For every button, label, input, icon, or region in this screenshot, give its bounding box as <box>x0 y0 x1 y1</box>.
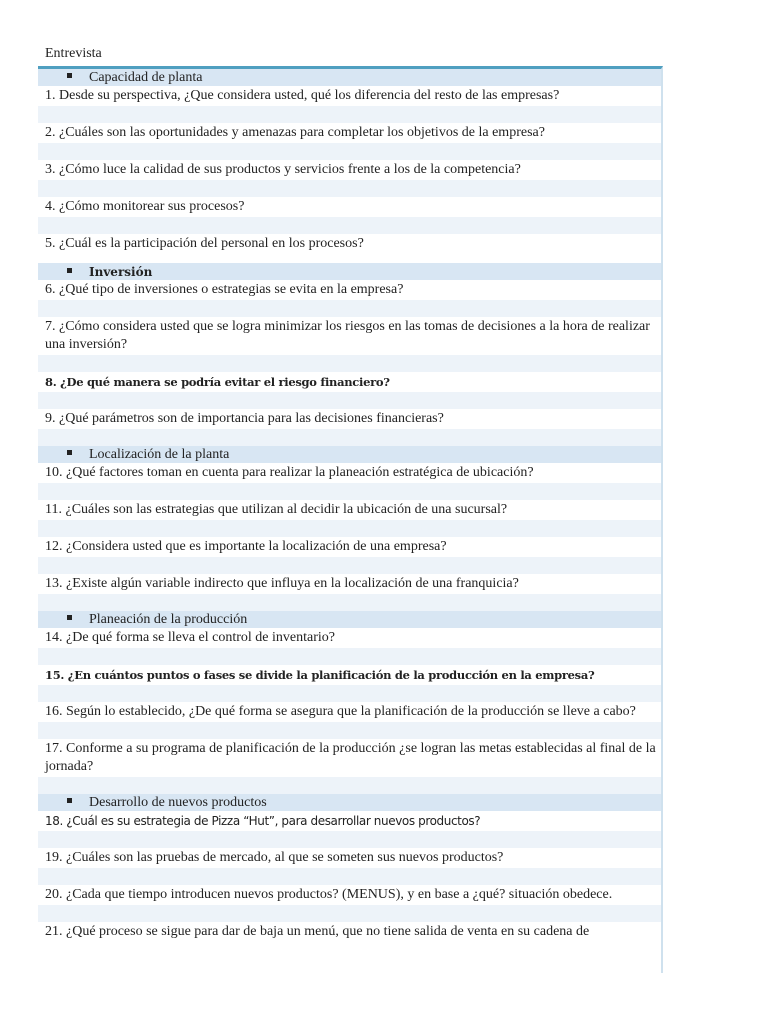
answer-space <box>38 254 661 263</box>
bullet-icon <box>67 615 72 620</box>
question-15: 15. ¿En cuántos puntos o fases se divide la planificación de la producción en la empresa? <box>38 665 661 685</box>
answer-space <box>38 392 661 409</box>
answer-space <box>38 143 661 160</box>
answer-space <box>38 217 661 234</box>
bullet-icon <box>67 450 72 455</box>
question-3: 3. ¿Cómo luce la calidad de sus productos y servicios frente a los de la competencia? <box>38 160 661 180</box>
section-heading-inversion <box>38 263 661 280</box>
answer-space <box>38 868 661 885</box>
question-20: 20. ¿Cada que tiempo introducen nuevos productos? (MENUS), y en base a ¿qué? situación obedece. <box>38 885 661 905</box>
question-11: 11. ¿Cuáles son las estrategias que utilizan al decidir la ubicación de una sucursal? <box>38 500 661 520</box>
answer-space <box>38 648 661 665</box>
question-17: 17. Conforme a su programa de planificación de la producción ¿se logran las metas establecidas al final de la jornada? <box>38 739 661 777</box>
answer-space <box>38 722 661 739</box>
question-21: 21. ¿Qué proceso se sigue para dar de baja un menú, que no tiene salida de venta en su cadena de <box>38 922 661 942</box>
question-10: 10. ¿Qué factores toman en cuenta para realizar la planeación estratégica de ubicación? <box>38 463 661 483</box>
answer-space <box>38 180 661 197</box>
answer-space <box>38 777 661 794</box>
section-label: Capacidad de planta <box>89 70 203 85</box>
question-12: 12. ¿Considera usted que es importante la localización de una empresa? <box>38 537 661 557</box>
answer-space <box>38 520 661 537</box>
answer-space <box>38 300 661 317</box>
answer-space <box>38 905 661 922</box>
answer-space <box>38 831 661 848</box>
answer-space <box>38 483 661 500</box>
question-6: 6. ¿Qué tipo de inversiones o estrategias se evita en la empresa? <box>38 280 661 300</box>
section-label: Localización de la planta <box>89 447 230 462</box>
bullet-icon <box>67 798 72 803</box>
answer-space <box>38 594 661 611</box>
question-2: 2. ¿Cuáles son las oportunidades y amenazas para completar los objetivos de la empresa? <box>38 123 661 143</box>
question-9: 9. ¿Qué parámetros son de importancia para las decisiones financieras? <box>38 409 661 429</box>
interview-table <box>38 66 663 973</box>
section-heading-capacidad <box>38 69 661 86</box>
question-7: 7. ¿Cómo considera usted que se logra minimizar los riesgos en las tomas de decisiones a la hora de realizar una inversión? <box>38 317 661 355</box>
bullet-icon <box>67 73 72 78</box>
question-5: 5. ¿Cuál es la participación del personal en los procesos? <box>38 234 661 254</box>
section-label: Desarrollo de nuevos productos <box>89 795 267 810</box>
answer-space <box>38 557 661 574</box>
question-16: 16. Según lo establecido, ¿De qué forma se asegura que la planificación de la producción se lleve a cabo? <box>38 702 661 722</box>
section-heading-desarrollo <box>38 794 661 811</box>
question-18: 18. ¿Cuál es su estrategia de Pizza “Hut”, para desarrollar nuevos productos? <box>38 811 661 831</box>
section-label: Planeación de la producción <box>89 612 248 627</box>
answer-space <box>38 685 661 702</box>
question-19: 19. ¿Cuáles son las pruebas de mercado, al que se someten sus nuevos productos? <box>38 848 661 868</box>
section-heading-localizacion <box>38 446 661 463</box>
answer-space <box>38 106 661 123</box>
question-14: 14. ¿De qué forma se lleva el control de inventario? <box>38 628 661 648</box>
section-heading-planeacion <box>38 611 661 628</box>
question-8: 8. ¿De qué manera se podría evitar el riesgo financiero? <box>38 372 661 392</box>
bullet-icon <box>67 268 72 273</box>
question-13: 13. ¿Existe algún variable indirecto que influya en la localización de una franquicia? <box>38 574 661 594</box>
section-label: Inversión <box>89 265 153 279</box>
document-title: Entrevista <box>45 46 102 61</box>
question-4: 4. ¿Cómo monitorear sus procesos? <box>38 197 661 217</box>
answer-space <box>38 429 661 446</box>
question-1: 1. Desde su perspectiva, ¿Que considera usted, qué los diferencia del resto de las empresas? <box>38 86 661 106</box>
answer-space <box>38 355 661 372</box>
